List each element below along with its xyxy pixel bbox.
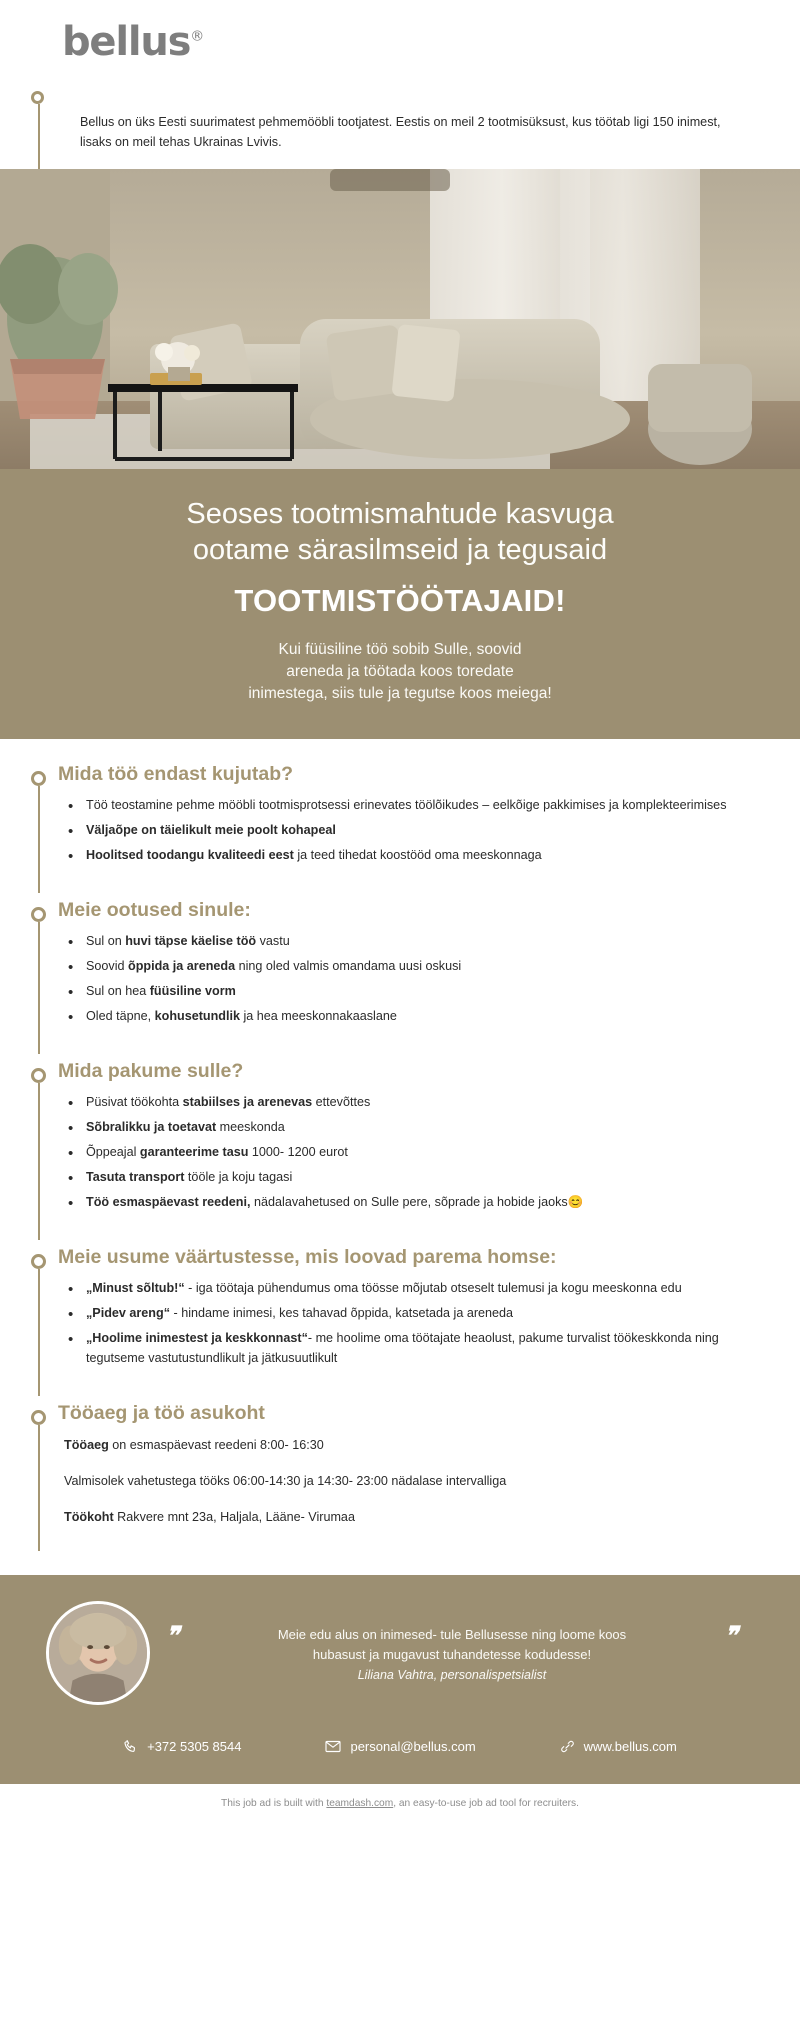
item-rest: ning oled valmis omandama uusi oskusi bbox=[235, 959, 462, 974]
contact-label: +372 5305 8544 bbox=[147, 1739, 242, 1755]
list-item bbox=[64, 1118, 760, 1138]
section-header bbox=[0, 1402, 800, 1425]
banner-lead bbox=[70, 497, 730, 569]
intro-block bbox=[0, 78, 800, 169]
item-rest: meeskonda bbox=[216, 1119, 285, 1134]
item-rest: tööle ja koju tagasi bbox=[184, 1169, 293, 1184]
banner-lead-line1: Seoses tootmismahtude kasvuga bbox=[186, 497, 614, 530]
builtwith-prefix: This job ad is built with bbox=[221, 1798, 327, 1810]
line-rest: on esmaspäevast reedeni 8:00- 16:30 bbox=[108, 1437, 324, 1452]
section-mida-pakume-sulle bbox=[0, 1060, 800, 1240]
section-body bbox=[38, 1269, 800, 1396]
item-bold: garanteerime tasu bbox=[139, 1144, 249, 1159]
list-item bbox=[64, 1007, 760, 1027]
worktime-line bbox=[64, 1507, 760, 1527]
logo-text: bellus bbox=[62, 19, 191, 65]
item-pre: Püsivat töökohta bbox=[86, 1095, 183, 1110]
list-item bbox=[64, 1304, 760, 1324]
section-header bbox=[0, 1060, 800, 1083]
hero-illustration bbox=[0, 169, 800, 469]
item-bold: kohusetundlik bbox=[154, 1008, 240, 1023]
line-rest: Rakvere mnt 23a, Haljala, Lääne- Virumaa bbox=[113, 1510, 355, 1525]
section-body bbox=[38, 922, 800, 1054]
worktime-line bbox=[64, 1435, 760, 1455]
phone-icon bbox=[123, 1739, 138, 1754]
teamdash-link[interactable]: teamdash.com bbox=[326, 1798, 394, 1810]
list-item bbox=[64, 1279, 760, 1299]
intro-text: Bellus on üks Eesti suurimatest pehmemööbli tootjatest. Eestis on meil 2 tootmisüksust, kus töötab ligi 150 inimest, lisaks on meil tehas Ukrainas Lvivis. bbox=[80, 115, 721, 150]
section-body bbox=[38, 1083, 800, 1239]
section-tooaeg-ja-too-asukoht bbox=[0, 1402, 800, 1552]
item-bold: Hoolitsed toodangu kvaliteedi eest bbox=[86, 847, 294, 862]
bullet-list bbox=[64, 796, 760, 866]
bullet-list bbox=[64, 1279, 760, 1369]
link-icon bbox=[560, 1739, 575, 1754]
contact-bar bbox=[0, 1739, 800, 1754]
line-bold: Töökoht bbox=[64, 1510, 114, 1525]
quote-author: Liliana Vahtra, personalispetsialist bbox=[357, 1667, 547, 1682]
banner-job-title: TOOTMISTÖÖTAJAID! bbox=[234, 582, 566, 618]
banner-sub-line2: areneda ja töötada koos toredate bbox=[286, 662, 514, 680]
quote-close-icon: ❞ bbox=[724, 1621, 738, 1651]
section-meie-usume-vaartustesse bbox=[0, 1246, 800, 1396]
item-bold: Tasuta transport bbox=[86, 1169, 185, 1184]
section-body bbox=[38, 786, 800, 893]
quote-line2: hubasust ja mugavust tuhandetesse kodudesse! bbox=[312, 1646, 592, 1662]
section-title: Meie ootused sinule: bbox=[58, 898, 251, 921]
quote-open-icon: ❞ bbox=[166, 1621, 180, 1651]
avatar-photo bbox=[49, 1604, 147, 1702]
envelope-icon bbox=[325, 1739, 341, 1754]
list-item bbox=[64, 1093, 760, 1113]
banner-subtext bbox=[70, 639, 730, 705]
line-bold: Tööaeg bbox=[64, 1437, 109, 1452]
list-item bbox=[64, 1143, 760, 1163]
worktime-line bbox=[64, 1471, 760, 1491]
header-logo-bar bbox=[0, 0, 800, 78]
bullet-list bbox=[64, 1093, 760, 1212]
item-pre: Soovid bbox=[86, 959, 129, 974]
line-rest: Valmisolek vahetustega tööks 06:00-14:30 ja 14:30- 23:00 nädalase intervalliga bbox=[64, 1474, 507, 1489]
item-bold: „Hoolime inimestest ja keskkonnast“ bbox=[86, 1330, 308, 1345]
section-header bbox=[0, 899, 800, 922]
quote-line1: Meie edu alus on inimesed- tule Bellusesse ning loome koos bbox=[277, 1627, 627, 1643]
item-pre: Õppeajal bbox=[86, 1144, 140, 1159]
section-title: Meie usume väärtustesse, mis loovad parema homse: bbox=[58, 1245, 557, 1268]
item-rest: - iga töötaja pühendumus oma töösse mõjutab otseselt tulemusi ja kogu meeskonna edu bbox=[184, 1280, 682, 1295]
item-bold: Töö esmaspäevast reedeni, bbox=[86, 1194, 251, 1209]
item-rest: - me hoolime oma töötajate heaolust, pakume turvalist töökeskkonda ning tegutseme vastutustundlikult ja jätkusuutlikult bbox=[86, 1330, 719, 1365]
contact-email[interactable] bbox=[325, 1739, 475, 1754]
circle-marker-icon bbox=[31, 1068, 46, 1083]
contact-label: personal@bellus.com bbox=[350, 1739, 476, 1755]
list-item bbox=[64, 982, 760, 1002]
list-item bbox=[64, 821, 760, 841]
section-header bbox=[0, 763, 800, 786]
contact-phone[interactable] bbox=[123, 1739, 241, 1754]
item-pre: Sul on bbox=[86, 934, 126, 949]
contact-label: www.bellus.com bbox=[583, 1739, 677, 1755]
contact-website[interactable] bbox=[560, 1739, 677, 1754]
list-item bbox=[64, 846, 760, 866]
footer-block bbox=[0, 1575, 800, 1784]
list-item bbox=[64, 796, 760, 816]
section-title: Tööaeg ja töö asukoht bbox=[58, 1401, 265, 1424]
quote-text bbox=[184, 1625, 720, 1665]
intro-rule-block bbox=[38, 104, 800, 169]
item-bold: „Pidev areng“ bbox=[86, 1305, 170, 1320]
circle-marker-icon bbox=[31, 771, 46, 786]
item-rest: Töö teostamine pehme mööbli tootmisprotsessi erinevates töölõikudes – eelkõige pakkimises ja komplekteerimises bbox=[86, 798, 727, 813]
circle-marker-icon bbox=[31, 1410, 46, 1425]
content-sections bbox=[0, 739, 800, 1564]
list-item bbox=[64, 1193, 760, 1213]
item-rest: ettevõttes bbox=[312, 1095, 371, 1110]
avatar bbox=[46, 1601, 150, 1705]
circle-marker-icon bbox=[31, 1254, 46, 1269]
registered-mark: ® bbox=[190, 28, 205, 45]
section-mida-too-endast-kujutab bbox=[0, 763, 800, 893]
section-title: Mida pakume sulle? bbox=[58, 1059, 244, 1082]
item-bold: Sõbralikku ja toetavat bbox=[86, 1119, 217, 1134]
item-bold: füüsiline vorm bbox=[149, 983, 236, 998]
builtwith-suffix: , an easy-to-use job ad tool for recruiters. bbox=[393, 1798, 579, 1810]
section-body bbox=[38, 1425, 800, 1551]
hero-banner bbox=[0, 469, 800, 739]
item-rest: vastu bbox=[256, 934, 290, 949]
list-item bbox=[64, 1168, 760, 1188]
section-meie-ootused-sinule bbox=[0, 899, 800, 1054]
testimonial-quote bbox=[150, 1621, 754, 1682]
banner-lead-line2: ootame särasilmseid ja tegusaid bbox=[192, 533, 608, 566]
item-bold: „Minust sõltub!“ bbox=[86, 1280, 185, 1295]
item-bold: huvi täpse käelise töö bbox=[125, 934, 257, 949]
item-pre: Oled täpne, bbox=[86, 1008, 155, 1023]
item-rest: ja hea meeskonnakaaslane bbox=[240, 1008, 397, 1023]
built-with-note bbox=[0, 1784, 800, 1821]
item-bold: Väljaõpe on täielikult meie poolt kohapeal bbox=[86, 822, 336, 837]
testimonial-row bbox=[0, 1601, 800, 1705]
banner-sub-line3: inimestega, siis tule ja tegutse koos meiega! bbox=[248, 684, 552, 702]
item-rest: 1000- 1200 eurot bbox=[248, 1144, 348, 1159]
item-pre: Sul on hea bbox=[86, 983, 150, 998]
bellus-logo bbox=[62, 19, 205, 65]
item-bold: õppida ja areneda bbox=[128, 959, 236, 974]
section-header bbox=[0, 1246, 800, 1269]
list-item bbox=[64, 932, 760, 952]
item-rest: nädalavahetused on Sulle pere, sõprade ja hobide jaoks😊 bbox=[250, 1194, 584, 1209]
item-rest: - hindame inimesi, kes tahavad õppida, katsetada ja areneda bbox=[170, 1305, 514, 1320]
section-title: Mida töö endast kujutab? bbox=[58, 762, 294, 785]
hero-image bbox=[0, 169, 800, 469]
list-item bbox=[64, 1329, 760, 1369]
item-bold: stabiilses ja arenevas bbox=[182, 1095, 313, 1110]
item-rest: ja teed tihedat koostööd oma meeskonnaga bbox=[293, 847, 542, 862]
circle-marker-icon bbox=[31, 907, 46, 922]
banner-sub-line1: Kui füüsiline töö sobib Sulle, soovid bbox=[278, 640, 522, 658]
list-item bbox=[64, 957, 760, 977]
circle-marker-icon bbox=[31, 91, 44, 104]
bullet-list bbox=[64, 932, 760, 1027]
intro-marker-row bbox=[0, 88, 800, 104]
